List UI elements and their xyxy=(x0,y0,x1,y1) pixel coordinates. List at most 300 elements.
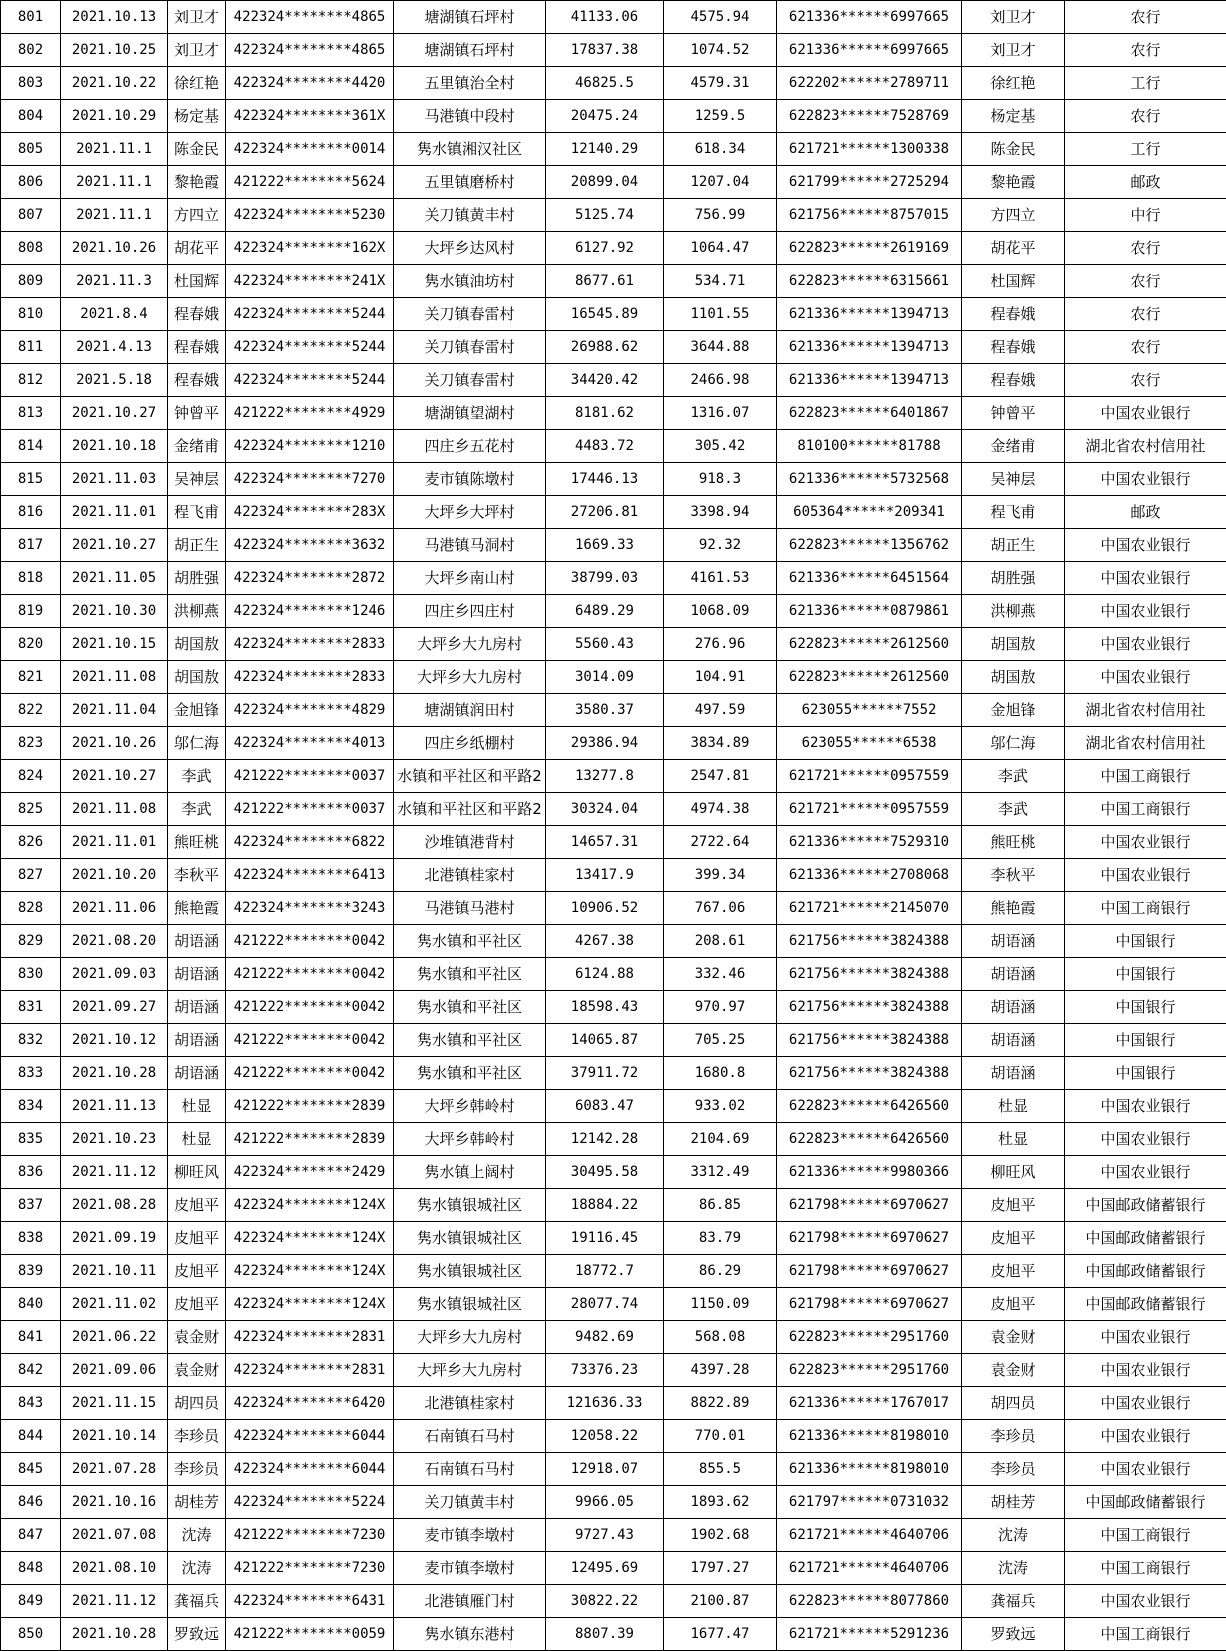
cell-id-number: 422324********1246 xyxy=(226,595,394,628)
cell-amount: 5560.43 xyxy=(546,628,664,661)
cell-row-number: 843 xyxy=(1,1387,61,1420)
cell-id-number: 422324********3243 xyxy=(226,892,394,925)
cell-date: 2021.10.28 xyxy=(61,1618,168,1651)
cell-subsidy: 1064.47 xyxy=(664,232,777,265)
cell-subsidy: 4575.94 xyxy=(664,1,777,34)
cell-id-number: 422324********4420 xyxy=(226,67,394,100)
cell-address: 塘湖镇望湖村 xyxy=(394,397,546,430)
cell-row-number: 833 xyxy=(1,1057,61,1090)
table-row xyxy=(1,463,1226,496)
cell-name: 程春娥 xyxy=(168,298,226,331)
cell-account-holder: 黎艳霞 xyxy=(962,166,1065,199)
cell-address: 四庄乡四庄村 xyxy=(394,595,546,628)
cell-bank: 中国农业银行 xyxy=(1065,826,1226,859)
cell-bank: 中国银行 xyxy=(1065,1024,1226,1057)
cell-address: 隽水镇银城社区 xyxy=(394,1288,546,1321)
cell-amount: 8677.61 xyxy=(546,265,664,298)
cell-date: 2021.10.15 xyxy=(61,628,168,661)
cell-account-number: 622823******6315661 xyxy=(777,265,962,298)
cell-id-number: 421222********0042 xyxy=(226,958,394,991)
cell-row-number: 801 xyxy=(1,1,61,34)
cell-account-holder: 程春娥 xyxy=(962,331,1065,364)
cell-id-number: 421222********5624 xyxy=(226,166,394,199)
cell-id-number: 422324********124X xyxy=(226,1222,394,1255)
cell-date: 2021.11.1 xyxy=(61,166,168,199)
cell-row-number: 837 xyxy=(1,1189,61,1222)
cell-row-number: 813 xyxy=(1,397,61,430)
cell-subsidy: 1101.55 xyxy=(664,298,777,331)
cell-name: 皮旭平 xyxy=(168,1189,226,1222)
cell-account-number: 621756******3824388 xyxy=(777,991,962,1024)
cell-row-number: 803 xyxy=(1,67,61,100)
cell-subsidy: 756.99 xyxy=(664,199,777,232)
cell-name: 沈涛 xyxy=(168,1552,226,1585)
cell-row-number: 841 xyxy=(1,1321,61,1354)
cell-row-number: 812 xyxy=(1,364,61,397)
cell-name: 李珍员 xyxy=(168,1420,226,1453)
cell-account-holder: 柳旺风 xyxy=(962,1156,1065,1189)
cell-name: 胡桂芳 xyxy=(168,1486,226,1519)
cell-account-holder: 胡语涵 xyxy=(962,958,1065,991)
table-row xyxy=(1,826,1226,859)
cell-name: 胡正生 xyxy=(168,529,226,562)
cell-account-holder: 程春娥 xyxy=(962,298,1065,331)
cell-amount: 6127.92 xyxy=(546,232,664,265)
cell-subsidy: 399.34 xyxy=(664,859,777,892)
cell-name: 吴神层 xyxy=(168,463,226,496)
cell-subsidy: 1068.09 xyxy=(664,595,777,628)
cell-row-number: 828 xyxy=(1,892,61,925)
cell-account-holder: 陈金民 xyxy=(962,133,1065,166)
cell-date: 2021.10.27 xyxy=(61,529,168,562)
cell-bank: 中国农业银行 xyxy=(1065,1321,1226,1354)
cell-address: 四庄乡纸棚村 xyxy=(394,727,546,760)
cell-name: 胡国敖 xyxy=(168,628,226,661)
cell-amount: 10906.52 xyxy=(546,892,664,925)
cell-date: 2021.08.10 xyxy=(61,1552,168,1585)
cell-name: 刘卫才 xyxy=(168,34,226,67)
cell-account-number: 622823******2951760 xyxy=(777,1321,962,1354)
cell-amount: 27206.81 xyxy=(546,496,664,529)
table-row xyxy=(1,1387,1226,1420)
cell-subsidy: 497.59 xyxy=(664,694,777,727)
cell-account-number: 621798******6970627 xyxy=(777,1189,962,1222)
cell-bank: 工行 xyxy=(1065,133,1226,166)
cell-id-number: 422324********6822 xyxy=(226,826,394,859)
cell-row-number: 810 xyxy=(1,298,61,331)
cell-id-number: 421222********0042 xyxy=(226,991,394,1024)
cell-address: 五里镇治全村 xyxy=(394,67,546,100)
cell-address: 关刀镇春雷村 xyxy=(394,331,546,364)
cell-name: 李武 xyxy=(168,793,226,826)
cell-name: 胡语涵 xyxy=(168,1024,226,1057)
cell-account-number: 621336******1394713 xyxy=(777,298,962,331)
cell-row-number: 844 xyxy=(1,1420,61,1453)
cell-row-number: 819 xyxy=(1,595,61,628)
cell-subsidy: 83.79 xyxy=(664,1222,777,1255)
cell-id-number: 422324********361X xyxy=(226,100,394,133)
cell-name: 金旭锋 xyxy=(168,694,226,727)
cell-name: 杜国辉 xyxy=(168,265,226,298)
cell-date: 2021.06.22 xyxy=(61,1321,168,1354)
cell-bank: 中国邮政储蓄银行 xyxy=(1065,1255,1226,1288)
cell-account-holder: 胡国敖 xyxy=(962,628,1065,661)
cell-row-number: 847 xyxy=(1,1519,61,1552)
cell-amount: 12918.07 xyxy=(546,1453,664,1486)
cell-id-number: 421222********0059 xyxy=(226,1618,394,1651)
cell-account-holder: 方四立 xyxy=(962,199,1065,232)
cell-address: 隽水镇和平社区 xyxy=(394,925,546,958)
cell-date: 2021.10.27 xyxy=(61,397,168,430)
cell-address: 大坪乡大九房村 xyxy=(394,1321,546,1354)
table-row xyxy=(1,991,1226,1024)
cell-amount: 8181.62 xyxy=(546,397,664,430)
cell-account-number: 622823******2612560 xyxy=(777,628,962,661)
cell-row-number: 824 xyxy=(1,760,61,793)
cell-account-number: 810100******81788 xyxy=(777,430,962,463)
cell-id-number: 422324********241X xyxy=(226,265,394,298)
cell-account-number: 621336******2708068 xyxy=(777,859,962,892)
cell-subsidy: 1259.5 xyxy=(664,100,777,133)
cell-id-number: 422324********6431 xyxy=(226,1585,394,1618)
cell-bank: 中行 xyxy=(1065,199,1226,232)
table-row xyxy=(1,562,1226,595)
cell-account-number: 621336******7529310 xyxy=(777,826,962,859)
table-row xyxy=(1,595,1226,628)
cell-id-number: 422324********2872 xyxy=(226,562,394,595)
cell-account-holder: 钟曾平 xyxy=(962,397,1065,430)
cell-amount: 17446.13 xyxy=(546,463,664,496)
cell-account-holder: 洪柳燕 xyxy=(962,595,1065,628)
cell-bank: 中国银行 xyxy=(1065,925,1226,958)
cell-address: 塘湖镇润田村 xyxy=(394,694,546,727)
table-row xyxy=(1,496,1226,529)
cell-address: 隽水镇上阔村 xyxy=(394,1156,546,1189)
cell-name: 杜显 xyxy=(168,1123,226,1156)
cell-account-holder: 李珍员 xyxy=(962,1420,1065,1453)
cell-id-number: 422324********6420 xyxy=(226,1387,394,1420)
cell-date: 2021.07.08 xyxy=(61,1519,168,1552)
cell-date: 2021.10.25 xyxy=(61,34,168,67)
cell-id-number: 422324********5224 xyxy=(226,1486,394,1519)
table-body xyxy=(1,1,1226,1651)
cell-account-number: 622823******6426560 xyxy=(777,1090,962,1123)
cell-row-number: 850 xyxy=(1,1618,61,1651)
cell-bank: 农行 xyxy=(1065,100,1226,133)
table-row xyxy=(1,1321,1226,1354)
cell-id-number: 421222********4929 xyxy=(226,397,394,430)
cell-name: 徐红艳 xyxy=(168,67,226,100)
cell-account-number: 621336******6997665 xyxy=(777,1,962,34)
cell-address: 马港镇中段村 xyxy=(394,100,546,133)
cell-row-number: 830 xyxy=(1,958,61,991)
cell-address: 大坪乡大九房村 xyxy=(394,1354,546,1387)
cell-subsidy: 568.08 xyxy=(664,1321,777,1354)
cell-name: 熊艳霞 xyxy=(168,892,226,925)
cell-bank: 中国农业银行 xyxy=(1065,1156,1226,1189)
cell-id-number: 422324********124X xyxy=(226,1189,394,1222)
cell-row-number: 805 xyxy=(1,133,61,166)
cell-account-holder: 皮旭平 xyxy=(962,1222,1065,1255)
cell-address: 四庄乡五花村 xyxy=(394,430,546,463)
cell-subsidy: 3644.88 xyxy=(664,331,777,364)
cell-date: 2021.11.3 xyxy=(61,265,168,298)
cell-row-number: 814 xyxy=(1,430,61,463)
cell-id-number: 422324********4865 xyxy=(226,1,394,34)
cell-row-number: 815 xyxy=(1,463,61,496)
cell-name: 胡胜强 xyxy=(168,562,226,595)
cell-date: 2021.10.23 xyxy=(61,1123,168,1156)
cell-subsidy: 918.3 xyxy=(664,463,777,496)
cell-address: 隽水镇和平社区 xyxy=(394,958,546,991)
cell-subsidy: 855.5 xyxy=(664,1453,777,1486)
cell-id-number: 421222********0042 xyxy=(226,1024,394,1057)
cell-subsidy: 933.02 xyxy=(664,1090,777,1123)
cell-bank: 中国农业银行 xyxy=(1065,1453,1226,1486)
table-row xyxy=(1,1189,1226,1222)
cell-address: 石南镇石马村 xyxy=(394,1420,546,1453)
cell-id-number: 422324********124X xyxy=(226,1288,394,1321)
cell-subsidy: 92.32 xyxy=(664,529,777,562)
cell-amount: 30324.04 xyxy=(546,793,664,826)
cell-amount: 34420.42 xyxy=(546,364,664,397)
cell-id-number: 422324********6413 xyxy=(226,859,394,892)
cell-address: 关刀镇春雷村 xyxy=(394,364,546,397)
table-row xyxy=(1,232,1226,265)
cell-id-number: 421222********0042 xyxy=(226,925,394,958)
cell-date: 2021.11.03 xyxy=(61,463,168,496)
cell-amount: 14657.31 xyxy=(546,826,664,859)
cell-account-holder: 胡语涵 xyxy=(962,925,1065,958)
cell-subsidy: 4579.31 xyxy=(664,67,777,100)
cell-bank: 中国农业银行 xyxy=(1065,529,1226,562)
cell-amount: 14065.87 xyxy=(546,1024,664,1057)
cell-subsidy: 305.42 xyxy=(664,430,777,463)
cell-account-holder: 邬仁海 xyxy=(962,727,1065,760)
table-row xyxy=(1,34,1226,67)
cell-amount: 13277.8 xyxy=(546,760,664,793)
cell-bank: 中国银行 xyxy=(1065,991,1226,1024)
cell-address: 关刀镇黄丰村 xyxy=(394,1486,546,1519)
cell-account-holder: 胡花平 xyxy=(962,232,1065,265)
cell-amount: 12142.28 xyxy=(546,1123,664,1156)
cell-address: 沙堆镇港背村 xyxy=(394,826,546,859)
cell-subsidy: 1074.52 xyxy=(664,34,777,67)
cell-id-number: 422324********4865 xyxy=(226,34,394,67)
cell-bank: 中国农业银行 xyxy=(1065,463,1226,496)
cell-address: 隽水镇和平社区 xyxy=(394,991,546,1024)
table-row xyxy=(1,331,1226,364)
cell-account-number: 622823******2951760 xyxy=(777,1354,962,1387)
table-row xyxy=(1,1288,1226,1321)
cell-subsidy: 4397.28 xyxy=(664,1354,777,1387)
cell-row-number: 836 xyxy=(1,1156,61,1189)
cell-account-holder: 胡胜强 xyxy=(962,562,1065,595)
cell-subsidy: 1797.27 xyxy=(664,1552,777,1585)
cell-name: 胡语涵 xyxy=(168,1057,226,1090)
cell-subsidy: 767.06 xyxy=(664,892,777,925)
table-row xyxy=(1,958,1226,991)
cell-account-holder: 皮旭平 xyxy=(962,1288,1065,1321)
cell-subsidy: 104.91 xyxy=(664,661,777,694)
cell-bank: 中国工商银行 xyxy=(1065,1618,1226,1651)
cell-date: 2021.11.1 xyxy=(61,199,168,232)
cell-id-number: 422324********6044 xyxy=(226,1453,394,1486)
cell-id-number: 422324********2831 xyxy=(226,1354,394,1387)
cell-account-holder: 熊旺桃 xyxy=(962,826,1065,859)
cell-bank: 中国银行 xyxy=(1065,958,1226,991)
cell-account-holder: 杜国辉 xyxy=(962,265,1065,298)
cell-amount: 9727.43 xyxy=(546,1519,664,1552)
cell-subsidy: 1680.8 xyxy=(664,1057,777,1090)
cell-row-number: 808 xyxy=(1,232,61,265)
cell-account-number: 621336******1767017 xyxy=(777,1387,962,1420)
cell-id-number: 421222********2839 xyxy=(226,1123,394,1156)
table-row xyxy=(1,1090,1226,1123)
cell-account-number: 621336******8198010 xyxy=(777,1420,962,1453)
table-row xyxy=(1,1,1226,34)
table-row xyxy=(1,1519,1226,1552)
cell-account-holder: 刘卫才 xyxy=(962,34,1065,67)
cell-account-holder: 熊艳霞 xyxy=(962,892,1065,925)
cell-date: 2021.11.04 xyxy=(61,694,168,727)
cell-account-number: 622202******2789711 xyxy=(777,67,962,100)
table-row xyxy=(1,1420,1226,1453)
cell-address: 隽水镇和平社区 xyxy=(394,1024,546,1057)
cell-name: 皮旭平 xyxy=(168,1222,226,1255)
cell-subsidy: 86.29 xyxy=(664,1255,777,1288)
cell-name: 金绪甫 xyxy=(168,430,226,463)
cell-amount: 46825.5 xyxy=(546,67,664,100)
cell-amount: 30822.22 xyxy=(546,1585,664,1618)
cell-name: 熊旺桃 xyxy=(168,826,226,859)
cell-address: 大坪乡南山村 xyxy=(394,562,546,595)
cell-bank: 中国农业银行 xyxy=(1065,1354,1226,1387)
cell-account-holder: 袁金财 xyxy=(962,1321,1065,1354)
cell-name: 杨定基 xyxy=(168,100,226,133)
cell-subsidy: 3834.89 xyxy=(664,727,777,760)
cell-amount: 121636.33 xyxy=(546,1387,664,1420)
cell-bank: 中国农业银行 xyxy=(1065,1123,1226,1156)
cell-date: 2021.10.30 xyxy=(61,595,168,628)
cell-address: 隽水镇和平社区 xyxy=(394,1057,546,1090)
table-row xyxy=(1,1156,1226,1189)
cell-date: 2021.09.19 xyxy=(61,1222,168,1255)
cell-amount: 8807.39 xyxy=(546,1618,664,1651)
table-row xyxy=(1,430,1226,463)
cell-date: 2021.11.05 xyxy=(61,562,168,595)
cell-subsidy: 208.61 xyxy=(664,925,777,958)
cell-date: 2021.11.1 xyxy=(61,133,168,166)
cell-id-number: 422324********2429 xyxy=(226,1156,394,1189)
cell-account-holder: 沈涛 xyxy=(962,1552,1065,1585)
cell-name: 罗致远 xyxy=(168,1618,226,1651)
cell-amount: 30495.58 xyxy=(546,1156,664,1189)
cell-amount: 6489.29 xyxy=(546,595,664,628)
table-row xyxy=(1,1222,1226,1255)
cell-account-holder: 金旭锋 xyxy=(962,694,1065,727)
cell-account-number: 621721******2145070 xyxy=(777,892,962,925)
cell-bank: 中国农业银行 xyxy=(1065,595,1226,628)
cell-amount: 1669.33 xyxy=(546,529,664,562)
cell-address: 隽水镇银城社区 xyxy=(394,1222,546,1255)
cell-account-number: 621721******4640706 xyxy=(777,1519,962,1552)
table-row xyxy=(1,265,1226,298)
cell-date: 2021.10.26 xyxy=(61,727,168,760)
cell-account-holder: 沈涛 xyxy=(962,1519,1065,1552)
cell-row-number: 804 xyxy=(1,100,61,133)
table-row xyxy=(1,760,1226,793)
cell-amount: 38799.03 xyxy=(546,562,664,595)
cell-subsidy: 332.46 xyxy=(664,958,777,991)
table-row xyxy=(1,166,1226,199)
cell-name: 李珍员 xyxy=(168,1453,226,1486)
cell-subsidy: 2547.81 xyxy=(664,760,777,793)
cell-row-number: 827 xyxy=(1,859,61,892)
cell-row-number: 816 xyxy=(1,496,61,529)
cell-row-number: 821 xyxy=(1,661,61,694)
cell-row-number: 825 xyxy=(1,793,61,826)
cell-bank: 中国工商银行 xyxy=(1065,1552,1226,1585)
cell-account-number: 621336******0879861 xyxy=(777,595,962,628)
table-row xyxy=(1,397,1226,430)
cell-subsidy: 2722.64 xyxy=(664,826,777,859)
cell-date: 2021.07.28 xyxy=(61,1453,168,1486)
cell-account-holder: 李秋平 xyxy=(962,859,1065,892)
cell-row-number: 817 xyxy=(1,529,61,562)
cell-account-number: 623055******6538 xyxy=(777,727,962,760)
cell-account-holder: 胡国敖 xyxy=(962,661,1065,694)
cell-date: 2021.11.15 xyxy=(61,1387,168,1420)
cell-name: 袁金财 xyxy=(168,1354,226,1387)
cell-amount: 6124.88 xyxy=(546,958,664,991)
cell-date: 2021.08.20 xyxy=(61,925,168,958)
cell-amount: 6083.47 xyxy=(546,1090,664,1123)
cell-row-number: 838 xyxy=(1,1222,61,1255)
cell-id-number: 422324********2831 xyxy=(226,1321,394,1354)
cell-bank: 湖北省农村信用社 xyxy=(1065,430,1226,463)
cell-id-number: 421222********7230 xyxy=(226,1519,394,1552)
cell-address: 大坪乡韩岭村 xyxy=(394,1090,546,1123)
cell-subsidy: 3312.49 xyxy=(664,1156,777,1189)
cell-subsidy: 276.96 xyxy=(664,628,777,661)
cell-id-number: 422324********0014 xyxy=(226,133,394,166)
cell-row-number: 846 xyxy=(1,1486,61,1519)
cell-name: 程飞甫 xyxy=(168,496,226,529)
cell-account-number: 621756******3824388 xyxy=(777,925,962,958)
table-row xyxy=(1,199,1226,232)
cell-name: 胡花平 xyxy=(168,232,226,265)
cell-account-number: 622823******6401867 xyxy=(777,397,962,430)
cell-account-holder: 胡语涵 xyxy=(962,1024,1065,1057)
cell-name: 柳旺风 xyxy=(168,1156,226,1189)
cell-account-holder: 杜显 xyxy=(962,1123,1065,1156)
cell-bank: 工行 xyxy=(1065,67,1226,100)
cell-date: 2021.09.03 xyxy=(61,958,168,991)
cell-account-holder: 龚福兵 xyxy=(962,1585,1065,1618)
cell-bank: 湖北省农村信用社 xyxy=(1065,727,1226,760)
cell-date: 2021.10.11 xyxy=(61,1255,168,1288)
cell-account-holder: 皮旭平 xyxy=(962,1189,1065,1222)
cell-subsidy: 2466.98 xyxy=(664,364,777,397)
cell-amount: 4267.38 xyxy=(546,925,664,958)
cell-name: 杜显 xyxy=(168,1090,226,1123)
cell-amount: 73376.23 xyxy=(546,1354,664,1387)
cell-amount: 4483.72 xyxy=(546,430,664,463)
cell-subsidy: 1677.47 xyxy=(664,1618,777,1651)
cell-address: 北港镇雁门村 xyxy=(394,1585,546,1618)
cell-id-number: 422324********5244 xyxy=(226,298,394,331)
